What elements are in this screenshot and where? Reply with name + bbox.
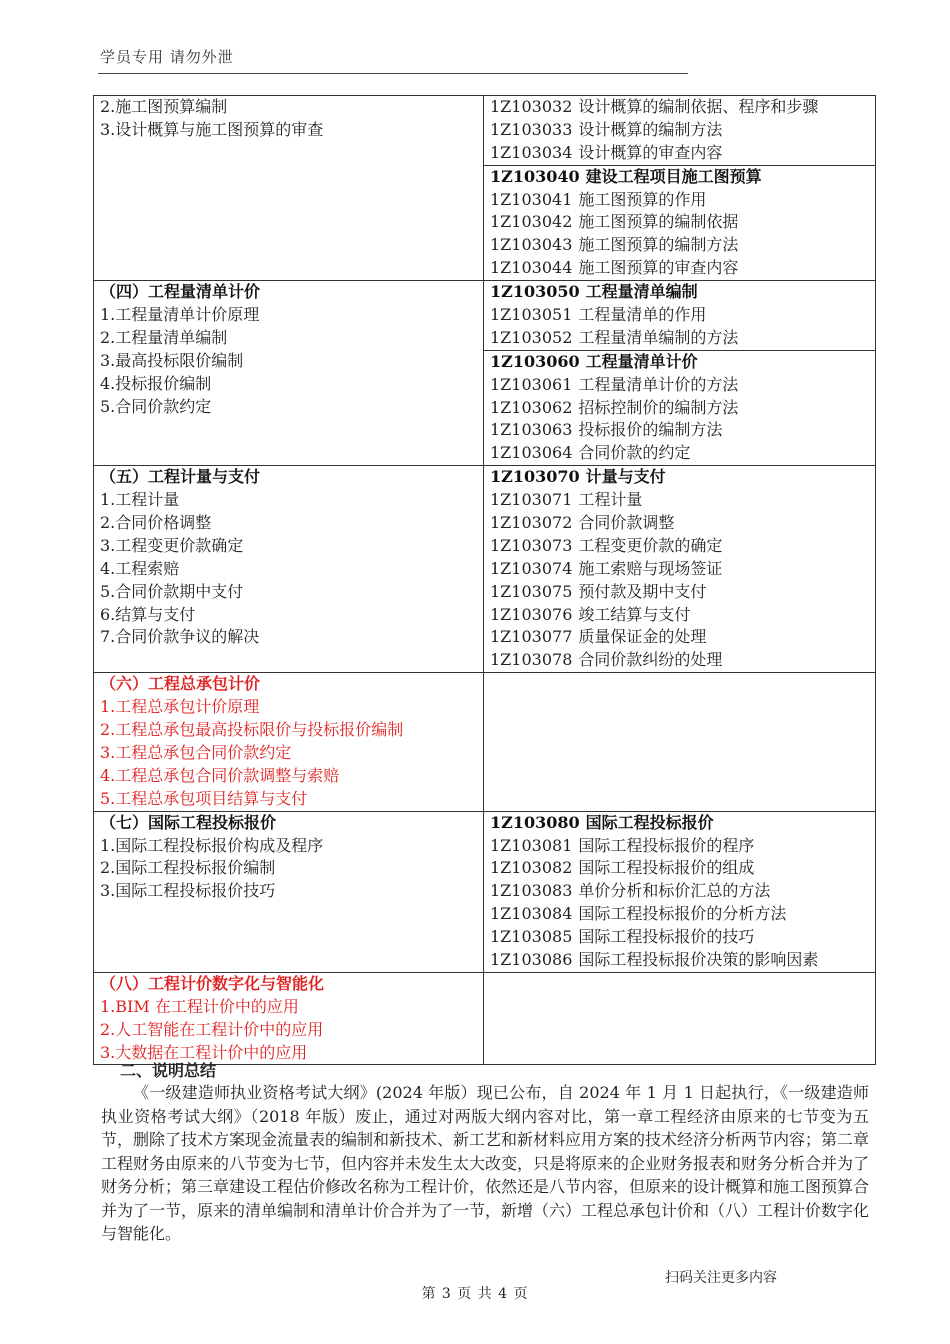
item-code: 1Z103050 — [490, 282, 580, 302]
item-code: 1Z103083 — [490, 881, 573, 901]
table-row — [94, 673, 876, 811]
outline-heading: （六）工程总承包计价 — [100, 674, 261, 694]
item-text: 施工索赔与现场签证 — [578, 558, 723, 578]
item-text: 工程量清单的作用 — [578, 305, 707, 325]
code-block — [484, 281, 875, 350]
code-item — [490, 903, 875, 926]
item-code: 1Z103074 — [490, 558, 573, 578]
outline-item: 4.工程索赔 — [100, 558, 180, 578]
syllabus-table — [93, 95, 876, 1065]
item-text: 国际工程投标报价的技巧 — [578, 927, 755, 947]
table-row — [94, 466, 876, 673]
item-text: 工程量清单计价 — [585, 351, 698, 371]
item-text: 施工图预算的作用 — [578, 189, 707, 209]
code-heading — [490, 166, 875, 189]
outline-item: 1.国际工程投标报价构成及程序 — [100, 835, 324, 855]
item-code: 1Z103072 — [490, 513, 573, 533]
code-item — [490, 857, 875, 880]
outline-item: 3.大数据在工程计价中的应用 — [100, 1042, 308, 1062]
item-code: 1Z103073 — [490, 535, 573, 555]
item-text: 国际工程投标报价的程序 — [578, 835, 755, 855]
code-item — [490, 142, 875, 165]
code-cell — [484, 96, 876, 281]
item-code: 1Z103051 — [490, 305, 573, 325]
item-text: 合同价款调整 — [578, 513, 675, 533]
outline-item: 1.工程计量 — [100, 490, 180, 510]
item-code: 1Z103064 — [490, 443, 573, 463]
item-text: 招标控制价的编制方法 — [578, 397, 739, 417]
code-cell — [484, 673, 876, 811]
outline-item: 3.国际工程投标报价技巧 — [100, 881, 276, 901]
outline-heading: （七）国际工程投标报价 — [100, 812, 277, 832]
outline-item: 3.工程总承包合同价款约定 — [100, 742, 292, 762]
code-item — [490, 949, 875, 972]
table-row — [94, 281, 876, 466]
code-heading — [490, 812, 875, 835]
item-text: 竣工结算与支付 — [578, 604, 691, 624]
outline-item: 3.设计概算与施工图预算的审查 — [100, 119, 324, 139]
code-cell — [484, 281, 876, 466]
item-code: 1Z103033 — [490, 119, 573, 139]
scan-qr-note: 扫码关注更多内容 — [665, 1270, 777, 1286]
item-code: 1Z103084 — [490, 904, 573, 924]
code-item — [490, 581, 875, 604]
item-text: 国际工程投标报价的分析方法 — [578, 904, 787, 924]
item-code: 1Z103077 — [490, 627, 573, 647]
page-number: 第 3 页 共 4 页 — [421, 1286, 529, 1302]
item-code: 1Z103082 — [490, 858, 573, 878]
outline-item: 4.工程总承包合同价款调整与索赔 — [100, 765, 340, 785]
item-text: 工程计量 — [578, 490, 643, 510]
section-title: 二、说明总结 — [120, 1061, 217, 1080]
code-heading — [490, 466, 875, 489]
item-code: 1Z103052 — [490, 327, 573, 347]
outline-item: 5.合同价款期中支付 — [100, 581, 244, 601]
item-code: 1Z103042 — [490, 212, 573, 232]
summary-paragraph: 《一级建造师执业资格考试大纲》(2024 年版）现已公布，自 2024 年 1 月 1 日起执行，《一级建造师执业资格考试大纲》（2018 年版）废止，通过对两版大纲内容对比，第一章工程经济由原来的七节变为五节，删除了技术方案现金流量表的编制和新技术、新工艺和新材料应用方案的技术经济分析两节内容；第二章工程财务由原来的八节变为七节，但内容并未发生太大改变，只是将原来的企业财务报表和财务分析合并为了财务分析；第三章建设工程估价修改名称为工程计价，依然还是八节内容，但原来的设计概算和施工图预算合并为了一节，原来的清单编制和清单计价合并为了一节，新增（六）工程总承包计价和（八）工程计价数字化与智能化。 — [101, 1083, 870, 1243]
code-item — [490, 234, 875, 257]
item-code: 1Z103081 — [490, 835, 573, 855]
outline-item: 5.合同价款约定 — [100, 396, 212, 416]
code-item — [490, 374, 875, 397]
code-block — [484, 96, 875, 165]
item-text: 预付款及期中支付 — [578, 581, 707, 601]
code-item — [490, 211, 875, 234]
item-text: 计量与支付 — [585, 467, 666, 487]
item-code: 1Z103062 — [490, 397, 573, 417]
outline-item: 2.国际工程投标报价编制 — [100, 858, 276, 878]
table-row — [94, 972, 876, 1065]
item-code: 1Z103041 — [490, 189, 573, 209]
item-code: 1Z103061 — [490, 374, 573, 394]
code-item — [490, 512, 875, 535]
item-text: 国际工程投标报价的组成 — [578, 858, 755, 878]
item-code: 1Z103040 — [490, 166, 580, 186]
code-item — [490, 96, 875, 119]
item-text: 施工图预算的编制方法 — [578, 235, 739, 255]
code-block — [484, 165, 875, 280]
outline-cell — [94, 811, 484, 972]
item-code: 1Z103034 — [490, 142, 573, 162]
outline-cell — [94, 466, 484, 673]
table-row — [94, 96, 876, 281]
outline-item: 2.人工智能在工程计价中的应用 — [100, 1019, 324, 1039]
item-text: 合同价款纠纷的处理 — [578, 650, 723, 670]
header-divider — [98, 73, 688, 74]
outline-heading: （四）工程量清单计价 — [100, 282, 261, 302]
item-code: 1Z103078 — [490, 650, 573, 670]
item-text: 工程变更价款的确定 — [578, 535, 723, 555]
item-text: 工程量清单编制的方法 — [578, 327, 739, 347]
code-heading — [490, 281, 875, 304]
outline-item: 3.最高投标限价编制 — [100, 350, 244, 370]
item-text: 投标报价的编制方法 — [578, 420, 723, 440]
item-text: 国际工程投标报价决策的影响因素 — [578, 949, 819, 969]
item-text: 工程量清单计价的方法 — [578, 374, 739, 394]
item-text: 设计概算的审查内容 — [578, 142, 723, 162]
outline-item: 2.工程量清单编制 — [100, 327, 228, 347]
item-code: 1Z103043 — [490, 235, 573, 255]
code-item — [490, 835, 875, 858]
item-code: 1Z103075 — [490, 581, 573, 601]
code-cell — [484, 466, 876, 673]
item-code: 1Z103076 — [490, 604, 573, 624]
item-text: 施工图预算的编制依据 — [578, 212, 739, 232]
outline-item: 4.投标报价编制 — [100, 373, 212, 393]
code-item — [490, 189, 875, 212]
code-item — [490, 489, 875, 512]
outline-item: 2.合同价格调整 — [100, 513, 212, 533]
code-item — [490, 327, 875, 350]
item-text: 设计概算的编制依据、程序和步骤 — [578, 97, 819, 116]
code-item — [490, 535, 875, 558]
outline-item: 1.BIM 在工程计价中的应用 — [100, 996, 299, 1016]
outline-cell — [94, 281, 484, 466]
code-item — [490, 442, 875, 465]
item-code: 1Z103085 — [490, 927, 573, 947]
code-item — [490, 626, 875, 649]
code-block — [484, 466, 875, 672]
outline-item: 2.施工图预算编制 — [100, 97, 228, 116]
outline-item: 7.合同价款争议的解决 — [100, 627, 260, 647]
outline-heading: （八）工程计价数字化与智能化 — [100, 973, 325, 993]
outline-item: 2.工程总承包最高投标限价与投标报价编制 — [100, 720, 404, 740]
code-item — [490, 119, 875, 142]
item-code: 1Z103044 — [490, 258, 573, 278]
item-code: 1Z103060 — [490, 351, 580, 371]
item-code: 1Z103032 — [490, 97, 573, 116]
outline-item: 3.工程变更价款确定 — [100, 535, 244, 555]
item-text: 单价分析和标价汇总的方法 — [578, 881, 771, 901]
item-code: 1Z103086 — [490, 949, 573, 969]
item-text: 国际工程投标报价 — [585, 812, 714, 832]
item-text: 设计概算的编制方法 — [578, 119, 723, 139]
code-item — [490, 926, 875, 949]
item-text: 合同价款的约定 — [578, 443, 691, 463]
item-code: 1Z103070 — [490, 467, 580, 487]
table-row — [94, 811, 876, 972]
code-item — [490, 649, 875, 672]
code-cell — [484, 972, 876, 1065]
code-item — [490, 397, 875, 420]
outline-cell — [94, 96, 484, 281]
item-code: 1Z103063 — [490, 420, 573, 440]
item-text: 施工图预算的审查内容 — [578, 258, 739, 278]
item-code: 1Z103080 — [490, 812, 580, 832]
outline-item: 1.工程总承包计价原理 — [100, 697, 260, 717]
code-item — [490, 880, 875, 903]
outline-item: 1.工程量清单计价原理 — [100, 305, 260, 325]
outline-cell — [94, 972, 484, 1065]
code-heading — [490, 351, 875, 374]
code-block — [484, 812, 875, 972]
code-item — [490, 304, 875, 327]
page-header: 学员专用 请勿外泄 — [100, 48, 234, 66]
outline-cell — [94, 673, 484, 811]
code-item — [490, 257, 875, 280]
code-item — [490, 558, 875, 581]
item-code: 1Z103071 — [490, 490, 573, 510]
code-cell — [484, 811, 876, 972]
outline-heading: （五）工程计量与支付 — [100, 467, 261, 487]
item-text: 质量保证金的处理 — [578, 627, 707, 647]
code-item — [490, 604, 875, 627]
item-text: 工程量清单编制 — [585, 282, 698, 302]
item-text: 建设工程项目施工图预算 — [585, 166, 762, 186]
outline-item: 5.工程总承包项目结算与支付 — [100, 788, 308, 808]
outline-item: 6.结算与支付 — [100, 604, 196, 624]
code-item — [490, 419, 875, 442]
code-block — [484, 350, 875, 465]
